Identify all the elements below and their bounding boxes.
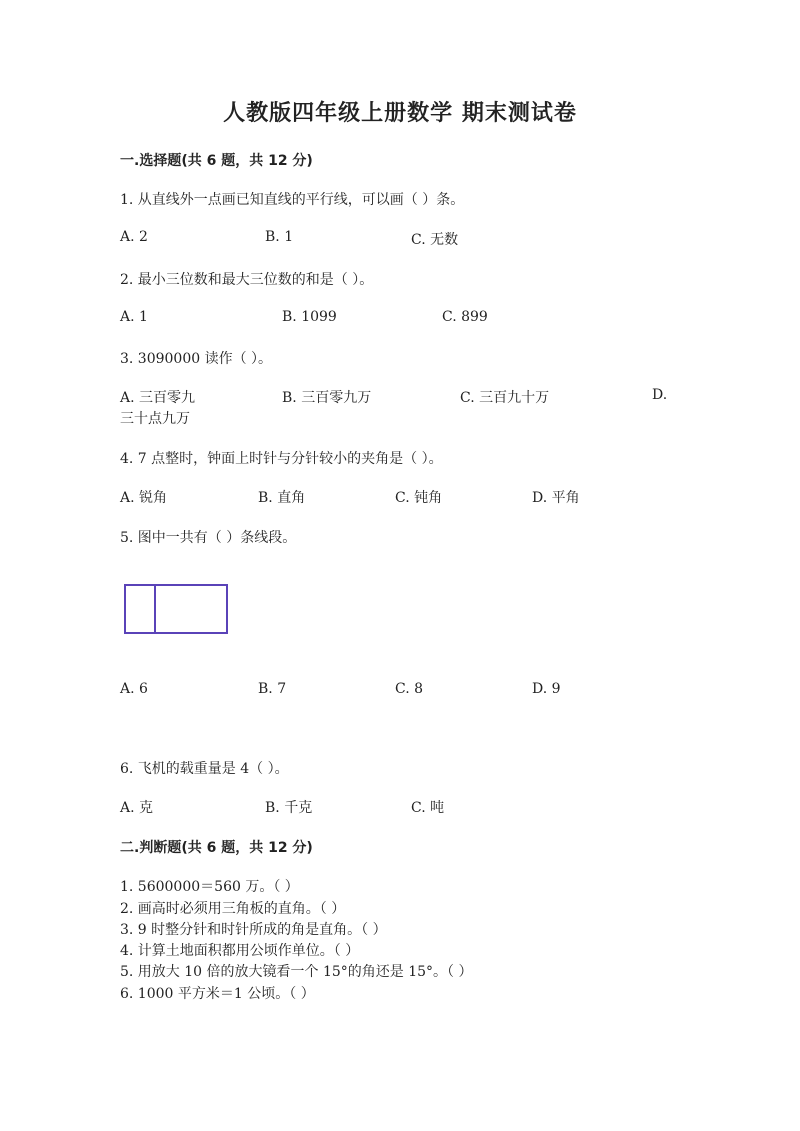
judgement-item: 4. 计算土地面积都用公顷作单位。（ ） [120,943,360,959]
option-a: A. 锐角 [120,490,168,506]
section-heading-judgement: 二.判断题(共 6 题，共 12 分) [120,840,313,856]
option-c: C. 三百九十万 [460,390,550,406]
option-b: B. 千克 [265,800,313,816]
option-d: D. 9 [532,681,561,697]
option-b: B. 1099 [282,309,337,325]
option-b: B. 1 [265,229,294,245]
option-c: C. 无数 [411,232,459,248]
section-heading-choice: 一.选择题(共 6 题，共 12 分) [120,153,313,169]
judgement-item: 2. 画高时必须用三角板的直角。（ ） [120,901,346,917]
option-a: A. 2 [120,229,148,245]
option-c: C. 8 [395,681,424,697]
option-c: C. 吨 [411,800,445,816]
question-text: 1. 从直线外一点画已知直线的平行线，可以画（ ）条。 [120,192,465,208]
option-d: D. 平角 [532,490,580,506]
judgement-item: 6. 1000 平方米＝1 公顷。（ ） [120,986,315,1002]
option-a: A. 三百零九 [120,390,196,406]
option-a: A. 克 [120,800,154,816]
option-a: A. 6 [120,681,148,697]
question-text: 6. 飞机的载重量是 4（ ）。 [120,761,289,777]
question-text: 5. 图中一共有（ ）条线段。 [120,530,297,546]
figure-divider-line [154,586,156,632]
option-a: A. 1 [120,309,148,325]
option-b: B. 7 [258,681,287,697]
page-title: 人教版四年级上册数学 期末测试卷 [223,101,577,126]
judgement-item: 3. 9 时整分针和时针所成的角是直角。（ ） [120,922,387,938]
judgement-item: 5. 用放大 10 倍的放大镜看一个 15°的角还是 15°。（ ） [120,964,473,980]
option-d: D. [652,387,668,403]
question-text: 4. 7 点整时，钟面上时针与分针较小的夹角是（ ）。 [120,451,443,467]
option-b: B. 直角 [258,490,306,506]
question-text: 3. 3090000 读作（ ）。 [120,351,273,367]
option-c: C. 899 [442,309,488,325]
judgement-item: 1. 5600000＝560 万。（ ） [120,879,299,895]
option-d-continued: 三十点九万 [120,411,190,427]
option-c: C. 钝角 [395,490,443,506]
line-segment-figure [124,584,228,634]
question-text: 2. 最小三位数和最大三位数的和是（ ）。 [120,272,374,288]
option-b: B. 三百零九万 [282,390,372,406]
